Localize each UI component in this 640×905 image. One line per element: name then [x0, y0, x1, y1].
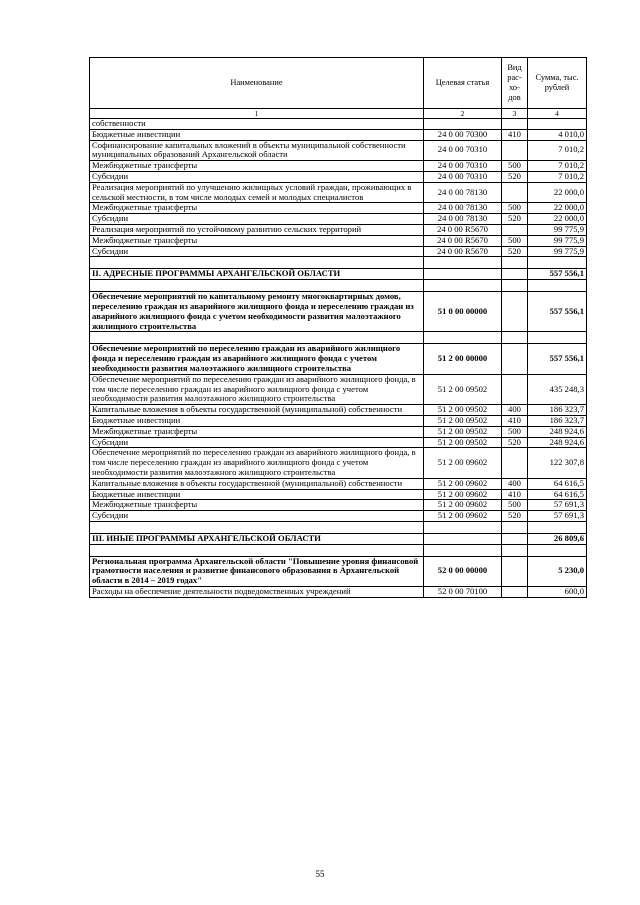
row-name-cell: Капитальные вложения в объекты государственной (муниципальной) собственности — [90, 478, 424, 489]
row-code-cell: 52 0 00 00000 — [424, 556, 502, 586]
row-name-cell: Межбюджетные трансферты — [90, 426, 424, 437]
header-expense-type: Вид рас-хо-дов — [502, 58, 528, 109]
row-vid-cell — [502, 587, 528, 598]
row-code-cell — [424, 521, 502, 533]
table-row — [90, 415, 587, 426]
row-code-cell: 51 0 00 00000 — [424, 292, 502, 332]
row-name-cell — [90, 257, 424, 269]
row-name-cell: Межбюджетные трансферты — [90, 235, 424, 246]
column-number: 4 — [528, 109, 587, 119]
row-sum-cell: 4 010,0 — [528, 129, 587, 140]
row-code-cell — [424, 269, 502, 280]
row-sum-cell: 99 775,9 — [528, 235, 587, 246]
row-name-cell: Субсидии — [90, 171, 424, 182]
table-row — [90, 235, 587, 246]
row-code-cell: 51 2 00 09602 — [424, 489, 502, 500]
row-code-cell: 24 0 00 70310 — [424, 161, 502, 172]
row-sum-cell: 22 000,0 — [528, 214, 587, 225]
row-name-cell: Софинансирование капитальных вложений в объекты муниципальной собственности муниципальных образований Архангельской области — [90, 140, 424, 161]
section-row — [90, 269, 587, 280]
budget-table-body — [90, 58, 587, 598]
row-name-cell: Субсидии — [90, 511, 424, 522]
row-sum-cell — [528, 257, 587, 269]
table-row — [90, 129, 587, 140]
row-name-cell: III. ИНЫЕ ПРОГРАММЫ АРХАНГЕЛЬСКОЙ ОБЛАСТИ — [90, 533, 424, 544]
row-name-cell — [90, 332, 424, 344]
row-vid-cell: 520 — [502, 214, 528, 225]
row-sum-cell: 26 809,6 — [528, 533, 587, 544]
table-row — [90, 511, 587, 522]
spacer-row — [90, 521, 587, 533]
row-sum-cell: 122 307,8 — [528, 448, 587, 478]
row-sum-cell: 7 010,2 — [528, 161, 587, 172]
row-code-cell — [424, 280, 502, 292]
section-row — [90, 292, 587, 332]
row-name-cell: Межбюджетные трансферты — [90, 203, 424, 214]
row-vid-cell: 410 — [502, 415, 528, 426]
row-code-cell: 51 2 00 09602 — [424, 448, 502, 478]
section-row — [90, 533, 587, 544]
page-number: 55 — [315, 869, 325, 879]
row-name-cell: II. АДРЕСНЫЕ ПРОГРАММЫ АРХАНГЕЛЬСКОЙ ОБЛАСТИ — [90, 269, 424, 280]
spacer-row — [90, 280, 587, 292]
row-vid-cell: 500 — [502, 235, 528, 246]
row-name-cell: Обеспечение мероприятий по капитальному ремонту многоквартирных домов, переселению граждан из аварийного жилищного фонда и переселению граждан из аварийного жилищного фонда с учетом необходимости развития малоэтажного жилищного строительства — [90, 292, 424, 332]
column-number: 1 — [90, 109, 424, 119]
table-row — [90, 161, 587, 172]
table-row — [90, 426, 587, 437]
row-vid-cell — [502, 280, 528, 292]
row-vid-cell: 500 — [502, 161, 528, 172]
row-vid-cell: 520 — [502, 437, 528, 448]
row-code-cell: 51 2 00 09602 — [424, 478, 502, 489]
row-name-cell: Бюджетные инвестиции — [90, 415, 424, 426]
row-code-cell: 51 2 00 09502 — [424, 374, 502, 404]
table-row — [90, 140, 587, 161]
row-name-cell: Капитальные вложения в объекты государственной (муниципальной) собственности — [90, 405, 424, 416]
row-vid-cell — [502, 292, 528, 332]
row-name-cell — [90, 521, 424, 533]
row-name-cell: Обеспечение мероприятий по переселению граждан из аварийного жилищного фонда, в том числе переселению граждан из аварийного жилищного фонда с учетом необходимости развития малоэтажного жилищного строительства — [90, 374, 424, 404]
row-sum-cell: 64 616,5 — [528, 489, 587, 500]
row-vid-cell: 500 — [502, 426, 528, 437]
row-sum-cell: 7 010,2 — [528, 140, 587, 161]
row-sum-cell — [528, 332, 587, 344]
row-name-cell: Межбюджетные трансферты — [90, 500, 424, 511]
row-sum-cell — [528, 544, 587, 556]
row-sum-cell: 248 924,6 — [528, 437, 587, 448]
table-row — [90, 437, 587, 448]
section-row — [90, 344, 587, 374]
row-sum-cell: 57 691,3 — [528, 500, 587, 511]
row-name-cell: Субсидии — [90, 214, 424, 225]
row-code-cell: 24 0 00 R5670 — [424, 224, 502, 235]
row-code-cell: 24 0 00 70310 — [424, 171, 502, 182]
row-code-cell: 24 0 00 78130 — [424, 203, 502, 214]
row-vid-cell — [502, 521, 528, 533]
header-row — [90, 58, 587, 109]
row-name-cell: Бюджетные инвестиции — [90, 489, 424, 500]
row-vid-cell — [502, 533, 528, 544]
row-code-cell: 51 2 00 00000 — [424, 344, 502, 374]
section-row — [90, 556, 587, 586]
row-vid-cell — [502, 182, 528, 203]
table-row — [90, 587, 587, 598]
row-code-cell: 51 2 00 09502 — [424, 415, 502, 426]
row-code-cell: 51 2 00 09502 — [424, 426, 502, 437]
row-vid-cell: 520 — [502, 511, 528, 522]
row-code-cell: 51 2 00 09502 — [424, 437, 502, 448]
row-vid-cell: 410 — [502, 489, 528, 500]
row-sum-cell: 186 323,7 — [528, 405, 587, 416]
spacer-row — [90, 544, 587, 556]
table-row — [90, 171, 587, 182]
column-number: 3 — [502, 109, 528, 119]
row-name-cell: Реализация мероприятий по улучшению жилищных условий граждан, проживающих в сельской местности, в том числе молодых семей и молодых специалистов — [90, 182, 424, 203]
row-code-cell: 24 0 00 R5670 — [424, 235, 502, 246]
table-row — [90, 374, 587, 404]
row-vid-cell: 410 — [502, 129, 528, 140]
row-sum-cell: 22 000,0 — [528, 182, 587, 203]
row-code-cell: 24 0 00 70310 — [424, 140, 502, 161]
table-row — [90, 119, 587, 130]
row-name-cell: Реализация мероприятий по устойчивому развитию сельских территорий — [90, 224, 424, 235]
header-name: Наименование — [90, 58, 424, 109]
row-vid-cell — [502, 448, 528, 478]
row-name-cell: Субсидии — [90, 246, 424, 257]
row-vid-cell — [502, 344, 528, 374]
row-vid-cell: 500 — [502, 203, 528, 214]
table-row — [90, 224, 587, 235]
row-sum-cell: 557 556,1 — [528, 292, 587, 332]
row-code-cell: 24 0 00 78130 — [424, 214, 502, 225]
row-code-cell — [424, 119, 502, 130]
row-sum-cell: 57 691,3 — [528, 511, 587, 522]
table-row — [90, 478, 587, 489]
table-row — [90, 489, 587, 500]
table-row — [90, 405, 587, 416]
row-code-cell: 52 0 00 70100 — [424, 587, 502, 598]
row-vid-cell: 520 — [502, 171, 528, 182]
row-vid-cell — [502, 119, 528, 130]
row-vid-cell — [502, 257, 528, 269]
row-code-cell — [424, 257, 502, 269]
column-number: 2 — [424, 109, 502, 119]
table-row — [90, 500, 587, 511]
row-name-cell: Обеспечение мероприятий по переселению граждан из аварийного жилищного фонда и переселению граждан из аварийного жилищного фонда с учетом необходимости развития малоэтажного жилищного строительства — [90, 344, 424, 374]
row-code-cell: 51 2 00 09502 — [424, 405, 502, 416]
row-sum-cell: 600,0 — [528, 587, 587, 598]
row-sum-cell: 99 775,9 — [528, 224, 587, 235]
row-name-cell — [90, 544, 424, 556]
spacer-row — [90, 257, 587, 269]
row-sum-cell — [528, 280, 587, 292]
table-row — [90, 182, 587, 203]
row-name-cell: Межбюджетные трансферты — [90, 161, 424, 172]
table-row — [90, 448, 587, 478]
row-vid-cell: 400 — [502, 478, 528, 489]
row-name-cell: Расходы на обеспечение деятельности подведомственных учреждений — [90, 587, 424, 598]
row-vid-cell — [502, 140, 528, 161]
row-vid-cell — [502, 544, 528, 556]
row-sum-cell: 248 924,6 — [528, 426, 587, 437]
row-vid-cell — [502, 269, 528, 280]
row-sum-cell: 7 010,2 — [528, 171, 587, 182]
row-code-cell — [424, 533, 502, 544]
row-sum-cell: 64 616,5 — [528, 478, 587, 489]
row-code-cell: 24 0 00 R5670 — [424, 246, 502, 257]
row-vid-cell — [502, 556, 528, 586]
row-name-cell: Обеспечение мероприятий по переселению граждан из аварийного жилищного фонда, в том числе переселению граждан из аварийного жилищного фонда с учетом необходимости развития малоэтажного жилищного строительства — [90, 448, 424, 478]
row-name-cell: Субсидии — [90, 437, 424, 448]
row-vid-cell: 400 — [502, 405, 528, 416]
table-row — [90, 214, 587, 225]
row-code-cell — [424, 332, 502, 344]
row-vid-cell — [502, 332, 528, 344]
row-sum-cell: 99 775,9 — [528, 246, 587, 257]
row-sum-cell: 186 323,7 — [528, 415, 587, 426]
row-code-cell: 51 2 00 09602 — [424, 511, 502, 522]
row-code-cell: 24 0 00 70300 — [424, 129, 502, 140]
header-target-article: Целевая статья — [424, 58, 502, 109]
row-name-cell: Бюджетные инвестиции — [90, 129, 424, 140]
row-vid-cell: 500 — [502, 500, 528, 511]
row-code-cell: 24 0 00 78130 — [424, 182, 502, 203]
table-row — [90, 203, 587, 214]
row-sum-cell: 435 248,3 — [528, 374, 587, 404]
row-sum-cell — [528, 521, 587, 533]
column-number-row — [90, 109, 587, 119]
table-row — [90, 246, 587, 257]
budget-table — [89, 57, 587, 598]
spacer-row — [90, 332, 587, 344]
row-name-cell — [90, 280, 424, 292]
row-code-cell: 51 2 00 09602 — [424, 500, 502, 511]
row-sum-cell: 22 000,0 — [528, 203, 587, 214]
row-code-cell — [424, 544, 502, 556]
row-vid-cell: 520 — [502, 246, 528, 257]
row-sum-cell: 557 556,1 — [528, 344, 587, 374]
row-vid-cell — [502, 224, 528, 235]
row-sum-cell — [528, 119, 587, 130]
row-vid-cell — [502, 374, 528, 404]
header-sum: Сумма, тыс. рублей — [528, 58, 587, 109]
row-name-cell: Региональная программа Архангельской области "Повышение уровня финансовой грамотности населения и развитие финансового образования в Архангельской области в 2014 – 2019 годах" — [90, 556, 424, 586]
row-name-cell: собственности — [90, 119, 424, 130]
row-sum-cell: 5 230,0 — [528, 556, 587, 586]
row-sum-cell: 557 556,1 — [528, 269, 587, 280]
